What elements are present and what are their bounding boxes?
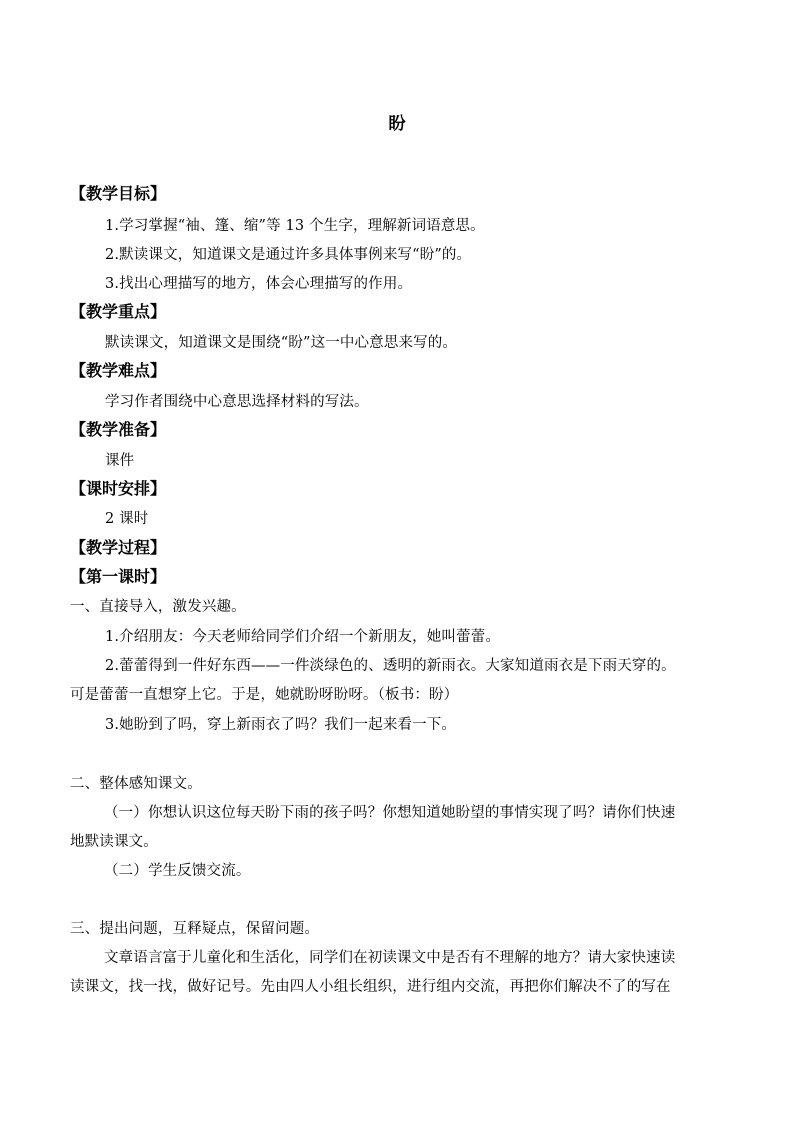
part-two-heading: 二、整体感知课文。 [70, 776, 202, 792]
part-two-item-2: （二）学生反馈交流。 [104, 863, 251, 879]
part-three-paragraph: 文章语言富于儿童化和生活化，同学们在初读课文中是否有不理解的地方？请大家快速读 [104, 950, 676, 966]
goal-item-2: 2.默读课文，知道课文是通过许多具体事例来写“盼”的。 [105, 247, 472, 263]
goal-item-1: 1.学习掌握“袖、篷、缩”等 13 个生字，理解新词语意思。 [105, 218, 485, 234]
part-one-item-3: 3.她盼到了吗，穿上新雨衣了吗？我们一起来看一下。 [105, 717, 457, 733]
goal-item-3: 3.找出心理描写的地方，体会心理描写的作用。 [105, 276, 413, 292]
part-three-heading: 三、提出问题，互释疑点，保留问题。 [70, 921, 320, 937]
heading-preparation: 【教学准备】 [70, 420, 167, 439]
heading-schedule: 【课时安排】 [70, 479, 167, 498]
preparation-text: 课件 [105, 453, 135, 469]
heading-process: 【教学过程】 [70, 538, 167, 557]
heading-lesson-one: 【第一课时】 [70, 567, 167, 586]
part-one-heading: 一、直接导入，激发兴趣。 [70, 599, 246, 615]
part-two-item-1: （一）你想认识这位每天盼下雨的孩子吗？你想知道她盼望的事情实现了吗？请你们快速 [104, 805, 676, 821]
part-one-item-1: 1.介绍朋友：今天老师给同学们介绍一个新朋友，她叫蕾蕾。 [105, 629, 501, 645]
part-one-item-2-continued: 可是蕾蕾一直想穿上它。于是，她就盼呀盼呀。（板书：盼） [70, 687, 459, 703]
key-points-text: 默读课文，知道课文是围绕“盼”这一中心意思来写的。 [105, 335, 458, 351]
schedule-text: 2 课时 [105, 511, 149, 527]
heading-teaching-goals: 【教学目标】 [70, 184, 167, 203]
part-three-paragraph-continued: 读课文，找一找，做好记号。先由四人小组长组织，进行组内交流，再把你们解决不了的写在 [70, 979, 671, 995]
difficulties-text: 学习作者围绕中心意思选择材料的写法。 [105, 394, 369, 410]
heading-difficulties: 【教学难点】 [70, 361, 167, 380]
part-two-item-1-continued: 地默读课文。 [70, 834, 158, 850]
page-title: 盼 [388, 114, 406, 134]
heading-key-points: 【教学重点】 [70, 302, 167, 321]
part-one-item-2: 2.蕾蕾得到一件好东西——一件淡绿色的、透明的新雨衣。大家知道雨衣是下雨天穿的。 [105, 658, 676, 674]
